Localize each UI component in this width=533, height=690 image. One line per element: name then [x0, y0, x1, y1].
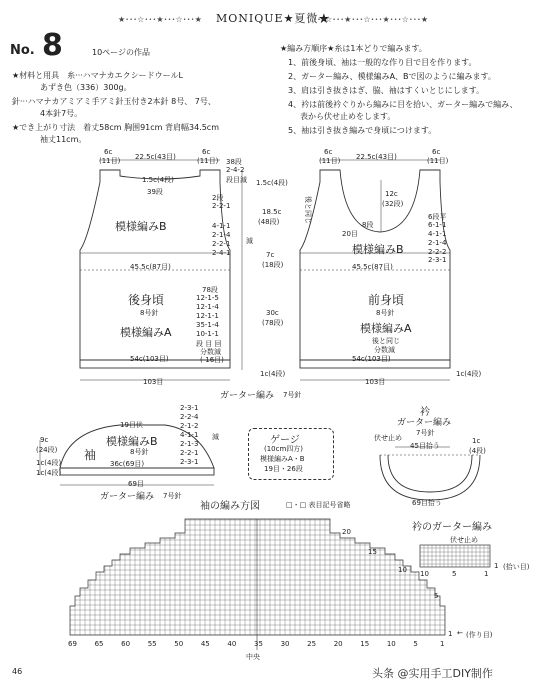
chart-row10: 10 [398, 566, 407, 574]
front-shoulder-l-sts: (11目) [319, 157, 341, 165]
chart-row5: 5 [434, 592, 439, 600]
materials-line3: 針···ハマナカアミアミ手アミ針玉付き2本針 8号、 7号、 [12, 97, 216, 106]
back-neck: 22.5c(43目) [135, 153, 176, 161]
chart-x-label: 69 [68, 640, 77, 648]
back-neck-rows-2: 2-4-2 [226, 166, 245, 174]
chart-x-label: 35 [254, 640, 263, 648]
collar-chart-bind: 伏せ止め [450, 536, 478, 544]
back-shoulder-l-sts: (11目) [99, 157, 121, 165]
chart-x-label: 20 [333, 640, 343, 648]
collar-needle: 7号針 [416, 429, 435, 437]
collar-bind: 伏せ止め [374, 434, 402, 442]
front-pattern-b: 模様編みB [352, 243, 404, 256]
front-pattern-a: 模様編みA [360, 322, 412, 335]
back-shoulder-r-sts: (11目) [197, 157, 219, 165]
gauge-count: 19目・26段 [264, 465, 303, 473]
back-side-len2: (18段) [262, 261, 284, 269]
collar-garter: ガーター編み [397, 418, 452, 428]
sleeve-sts: 69目 [128, 480, 144, 488]
sleeve-garter-needle: 7号針 [163, 492, 182, 500]
header-stars-left: ★･･･☆･･･★･･･☆･･･★ [118, 15, 202, 24]
chart-start: (作り目) [466, 631, 493, 639]
back-dec3: 2-2-1 [212, 240, 231, 248]
back-hem: 54c(103目) [130, 355, 169, 363]
chart-x-label: 1 [440, 640, 445, 648]
header-stars-right: ･･･☆･･･★･･･☆･･･★･･･☆･･･★ [313, 15, 429, 24]
pattern-page-ref: 10ページの作品 [92, 48, 151, 57]
front-rows6: 2-3-1 [428, 256, 447, 264]
back-row2: 2段 [212, 194, 224, 202]
front-same: 後と同じ [372, 337, 400, 345]
front-neck-depth2: (32段) [382, 200, 404, 208]
collar-chart-x-label: 5 [452, 570, 457, 578]
back-inc0: 78段 [202, 286, 218, 294]
page-number: 46 [12, 667, 23, 676]
collar-chart-title: 衿のガーター編み [412, 522, 492, 533]
back-dec-note: 減 [246, 237, 253, 245]
back-pattern-a: 模様編みA [120, 326, 172, 339]
back-inc2: 12-1-4 [196, 303, 219, 311]
front-sts8: 8段 [362, 221, 374, 229]
sleeve-needle: 8号針 [130, 448, 149, 456]
back-armhole-rows2: (48段) [258, 218, 280, 226]
materials-line2: あずき色（336）300g。 [40, 83, 132, 92]
header-brand: MONIQUE★夏微★ [216, 12, 331, 25]
chart-legend: □・□ 表目記号省略 [286, 501, 351, 509]
gauge-title: ゲージ [270, 435, 300, 446]
back-body-len2: (78段) [262, 319, 284, 327]
steps-4: 4、衿は前後衿ぐりから編みに目を拾い、ガーター編みで編み、 [288, 100, 518, 109]
front-rows2: 6-1-1 [428, 221, 447, 229]
front-title: 前身頃 [368, 293, 405, 307]
back-side-len: 7c [266, 251, 275, 259]
back-body-len: 30c [266, 309, 279, 317]
gauge-pattern: 模様編みA・B [260, 455, 305, 463]
pattern-number: 8 [42, 28, 63, 63]
back-armhole-rows: 18.5c [262, 208, 282, 216]
steps-3: 3、肩は引き抜きはぎ、脇、袖はすくいとじにします。 [288, 86, 485, 95]
back-hem-depth: 1c(4段) [260, 370, 286, 378]
chart-x-label: 5 [413, 640, 418, 648]
materials-line1: ★材料と用具 糸···ハマナカエクシードウールL [12, 71, 183, 80]
chart-x-label: 60 [121, 640, 131, 648]
chart-x-label: 15 [360, 640, 370, 648]
steps-5: 5、袖は引き抜き編みで身頃につけます。 [288, 126, 437, 135]
chart-x-label: 45 [200, 640, 210, 648]
chart-x-label: 30 [280, 640, 290, 648]
back-inc6: 段 目 回 [196, 340, 222, 348]
back-dec2: 2-1-4 [212, 231, 231, 239]
chart-arrow: ← [457, 629, 463, 637]
front-sts20: 20目 [342, 230, 358, 238]
sleeve-height: 9c [40, 436, 49, 444]
back-inc8: (-16目) [200, 356, 224, 364]
back-shoulder-r: 6c [202, 148, 211, 156]
back-chest: 45.5c(87目) [130, 263, 171, 271]
back-dec1: 4-1-1 [212, 222, 231, 230]
materials-line6: 袖丈11cm。 [40, 135, 87, 144]
front-shoulder-l: 6c [324, 148, 333, 156]
front-shoulder-r: 6c [432, 148, 441, 156]
sleeve-dec-note: 減 [212, 433, 219, 441]
back-garter-needle: 7号針 [283, 391, 302, 399]
front-neck: 22.5c(43目) [356, 153, 397, 161]
chart-row1: 1 [448, 630, 453, 638]
front-rows3: 4-1-1 [428, 230, 447, 238]
sleeve-height2: (24段) [36, 446, 58, 454]
sleeve-dec5: 2-1-3 [180, 440, 199, 448]
collar-sts45: 45目拾う [410, 442, 440, 450]
collar-chart-x-label: 1 [484, 570, 489, 578]
sleeve-dec1: 2-3-1 [180, 404, 199, 412]
chart-x-label: 50 [174, 640, 184, 648]
front-neck-depth: 12c [385, 190, 398, 198]
sleeve-top: 19目伏 [120, 421, 143, 429]
back-needle: 8号針 [140, 309, 159, 317]
back-garter-label: ガーター編み [220, 391, 275, 401]
front-needle: 8号針 [376, 309, 395, 317]
pattern-no-prefix: No. [10, 43, 35, 58]
back-dec4: 2-4-1 [212, 249, 231, 257]
back-shoulder-l: 6c [104, 148, 113, 156]
sleeve-depth: 1c(4段) [36, 459, 62, 467]
back-row221: 2-2-1 [212, 202, 231, 210]
back-pattern-b: 模様編みB [115, 220, 167, 233]
chart-center: 中央 [246, 653, 260, 661]
back-row39: 39段 [147, 188, 163, 196]
front-hem: 54c(103目) [352, 355, 391, 363]
sleeve-depth2: 1c(4段) [36, 469, 62, 477]
chart-row20: 20 [342, 528, 351, 536]
chart-x-label: 55 [147, 640, 157, 648]
materials-line4: 4本針7号。 [40, 109, 83, 118]
sleeve-width: 36c(69目) [110, 460, 145, 468]
back-inc3: 12-1-1 [196, 312, 219, 320]
sleeve-dec7: 2-3-1 [180, 458, 199, 466]
front-dec: 分数減 [374, 346, 395, 354]
back-neck-depth: 1.5c(4段) [142, 176, 174, 184]
sleeve-pattern: 模様編みB [106, 435, 158, 448]
steps-1: 1、前後身頃、袖は一般的な作り目で目を作ります。 [288, 58, 477, 67]
front-chest: 45.5c(87目) [352, 263, 393, 271]
front-neck-side: 後と同じ [304, 196, 312, 224]
back-armhole-depth: 1.5c(4段) [256, 179, 288, 187]
sleeve-dec2: 2-2-4 [180, 413, 199, 421]
front-garter-width: 103目 [365, 378, 386, 386]
front-shoulder-r-sts: (11目) [427, 157, 449, 165]
front-rows1: 6段平 [428, 213, 447, 221]
sleeve-garter: ガーター編み [100, 492, 155, 502]
back-neck-rows-top: 38段 [226, 158, 242, 166]
sleeve-dec4: 4-1-1 [180, 431, 199, 439]
back-inc7: 分数減 [200, 348, 221, 356]
front-rows4: 2-1-4 [428, 239, 447, 247]
collar-chart-x-label: 10 [420, 570, 429, 578]
back-garter-width: 103目 [143, 378, 164, 386]
sleeve-dec6: 2-2-1 [180, 449, 199, 457]
steps-2: 2、ガーター編み、模様編みA、Bで図のように編みます。 [288, 72, 496, 81]
collar-sts69: 69目拾う [412, 499, 442, 507]
chart-x-label: 65 [94, 640, 104, 648]
front-rows5: 2-2-2 [428, 248, 447, 256]
chart-row15: 15 [368, 548, 377, 556]
sleeve-dec3: 2-1-2 [180, 422, 199, 430]
chart-x-label: 10 [386, 640, 396, 648]
collar-title: 衿 [420, 407, 430, 418]
back-neck-rows-3: 段目減 [226, 176, 247, 184]
gauge-size: (10cm四方) [264, 445, 304, 453]
back-title: 後身頃 [128, 293, 165, 307]
front-hem-depth: 1c(4段) [456, 370, 482, 378]
back-inc4: 35-1-4 [196, 321, 219, 329]
back-inc5: 10-1-1 [196, 330, 219, 338]
steps-title: ★編み方順序★糸は1本どりで編みます。 [280, 44, 427, 53]
watermark: 头条 @实用手工DIY制作 [372, 667, 493, 680]
collar-depth: 1c [472, 437, 481, 445]
chart-title: 袖の編み方図 [200, 501, 260, 512]
collar-depth2: (4段) [469, 447, 486, 455]
collar-chart-r1: 1 [494, 562, 499, 570]
chart-x-label: 40 [227, 640, 237, 648]
materials-line5: ★でき上がり寸法 着丈58cm 胸围91cm 背肩幅34.5cm [12, 123, 220, 132]
chart-x-label: 25 [307, 640, 317, 648]
collar-chart-pick: (拾い目) [503, 563, 530, 571]
sleeve-name: 袖 [84, 448, 97, 462]
steps-4b: 表から伏せ止めをします。 [300, 112, 396, 121]
back-inc1: 12-1-5 [196, 294, 219, 302]
